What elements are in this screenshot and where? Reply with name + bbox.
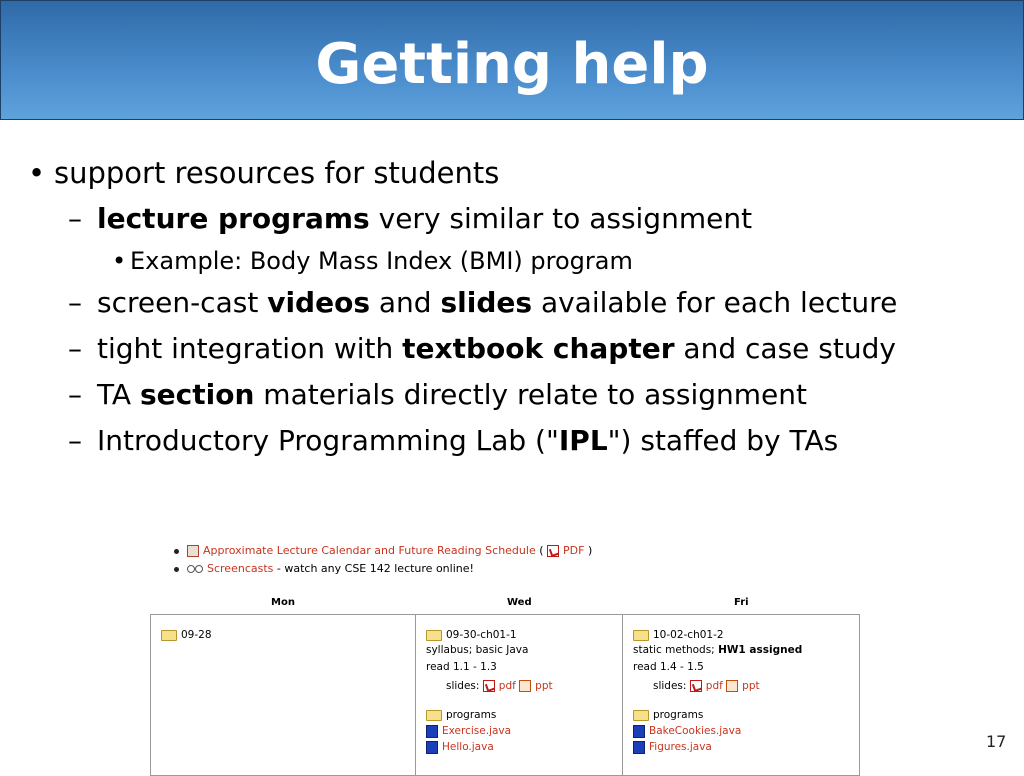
- folder-icon: [633, 630, 649, 641]
- bullet-text-part: support resources for students: [54, 156, 500, 190]
- slides-label: slides:: [653, 680, 687, 692]
- bullet-text-part: Introductory Programming Lab (": [97, 424, 559, 457]
- folder-label: 09-28: [181, 629, 212, 641]
- bullet-text-bold: IPL: [558, 424, 608, 457]
- program-file-link[interactable]: Hello.java: [442, 741, 494, 753]
- bullet-text-part: very similar to assignment: [369, 202, 753, 235]
- folder-label: 10-02-ch01-2: [653, 629, 724, 641]
- calendar-link-line: [174, 542, 592, 560]
- day-header-wed: Wed: [507, 597, 532, 608]
- reading-assignment: read 1.1 - 1.3: [426, 661, 497, 673]
- ppt-icon: [519, 680, 531, 692]
- dash-marker: –: [68, 286, 82, 319]
- bullet-text: [54, 150, 499, 196]
- program-file-row[interactable]: [426, 723, 511, 739]
- bullet-text: [97, 326, 896, 372]
- folder-icon: [161, 630, 177, 641]
- programs-label: programs: [653, 709, 704, 721]
- day-header-fri: Fri: [734, 597, 749, 608]
- program-file-link[interactable]: BakeCookies.java: [649, 725, 742, 737]
- slides-ppt-link[interactable]: ppt: [742, 680, 760, 692]
- paren-close: ): [587, 544, 593, 557]
- slides-pdf-link[interactable]: pdf: [498, 680, 516, 692]
- bullet-dot: [174, 567, 179, 572]
- bullet-text: [130, 242, 633, 280]
- dash-marker: –: [68, 332, 82, 365]
- java-file-icon: [426, 741, 438, 754]
- bullet-text-bold: textbook chapter: [402, 332, 675, 365]
- bullet-dot: [174, 549, 179, 554]
- program-file-link[interactable]: Exercise.java: [442, 725, 512, 737]
- bullet-text-part: tight integration with: [97, 332, 403, 365]
- bullet-text-bold: videos: [267, 286, 370, 319]
- paren-open: (: [539, 544, 544, 557]
- dash-marker: –: [68, 202, 82, 235]
- java-file-icon: [633, 725, 645, 738]
- bullet-text-bold: section: [139, 378, 255, 411]
- folder-label: 09-30-ch01-1: [446, 629, 517, 641]
- lecture-description-text: static methods;: [633, 644, 719, 656]
- calendar-icon: [187, 545, 199, 557]
- bullet-marker: •: [28, 156, 46, 190]
- slides-row: [446, 678, 553, 694]
- bullet-text-part: available for each lecture: [532, 286, 898, 319]
- program-file-row[interactable]: [426, 739, 494, 755]
- title-bar: [0, 0, 1024, 120]
- lecture-description: syllabus; basic Java: [426, 644, 529, 656]
- bullet-text-bold: lecture programs: [97, 202, 370, 235]
- slides-row: [653, 678, 760, 694]
- screencasts-link[interactable]: Screencasts: [207, 562, 274, 575]
- folder-icon: [426, 630, 442, 641]
- bullet-text-part: and case study: [674, 332, 896, 365]
- calendar-cell-wed: [416, 615, 623, 776]
- program-file-row[interactable]: [633, 739, 712, 755]
- programs-folder-row[interactable]: [633, 707, 703, 723]
- bullet-text-part: screen-cast: [97, 286, 268, 319]
- pdf-icon: [690, 680, 702, 692]
- bullet-text-part: ") staffed by TAs: [607, 424, 839, 457]
- bullet-text-part: materials directly relate to assignment: [254, 378, 807, 411]
- java-file-icon: [633, 741, 645, 754]
- glasses-icon: [187, 563, 203, 575]
- screencasts-description: - watch any CSE 142 lecture online!: [273, 562, 474, 575]
- dash-marker: –: [68, 378, 82, 411]
- reading-assignment: read 1.4 - 1.5: [633, 661, 704, 673]
- pdf-icon: [547, 545, 559, 557]
- programs-label: programs: [446, 709, 497, 721]
- bullet-text: [97, 372, 807, 418]
- slides-label: slides:: [446, 680, 480, 692]
- slides-ppt-link[interactable]: ppt: [535, 680, 553, 692]
- bullet-text-part: and: [370, 286, 441, 319]
- day-header-mon: Mon: [271, 597, 295, 608]
- course-calendar-screenshot: [150, 540, 870, 768]
- folder-row[interactable]: [426, 627, 517, 643]
- slides-pdf-link[interactable]: pdf: [705, 680, 723, 692]
- screencasts-line: [174, 560, 474, 578]
- bullet-marker: •: [112, 247, 127, 275]
- calendar-cell-fri: [623, 615, 860, 776]
- ppt-icon: [726, 680, 738, 692]
- pdf-link[interactable]: PDF: [563, 544, 585, 557]
- calendar-link[interactable]: Approximate Lecture Calendar and Future Reading Schedule: [203, 544, 536, 557]
- pdf-icon: [483, 680, 495, 692]
- slide-title: Getting help: [315, 32, 709, 97]
- java-file-icon: [426, 725, 438, 738]
- calendar-table: [150, 614, 860, 776]
- page-number: 17: [986, 732, 1007, 751]
- bullet-text: [97, 280, 897, 326]
- folder-icon: [426, 710, 442, 721]
- bullet-text-part: TA: [97, 378, 140, 411]
- bullet-text: [97, 196, 752, 242]
- programs-folder-row[interactable]: [426, 707, 496, 723]
- folder-icon: [633, 710, 649, 721]
- folder-row[interactable]: [633, 627, 724, 643]
- calendar-cell-mon: [151, 615, 416, 776]
- program-file-row[interactable]: [633, 723, 741, 739]
- folder-row[interactable]: [161, 627, 212, 643]
- lecture-description: [633, 642, 802, 658]
- program-file-link[interactable]: Figures.java: [649, 741, 712, 753]
- bullet-text-bold: slides: [440, 286, 533, 319]
- bullet-text: [97, 418, 838, 464]
- dash-marker: –: [68, 424, 82, 457]
- hw-assigned-note: HW1 assigned: [718, 644, 803, 656]
- bullet-text-part: Example: Body Mass Index (BMI) program: [130, 247, 633, 275]
